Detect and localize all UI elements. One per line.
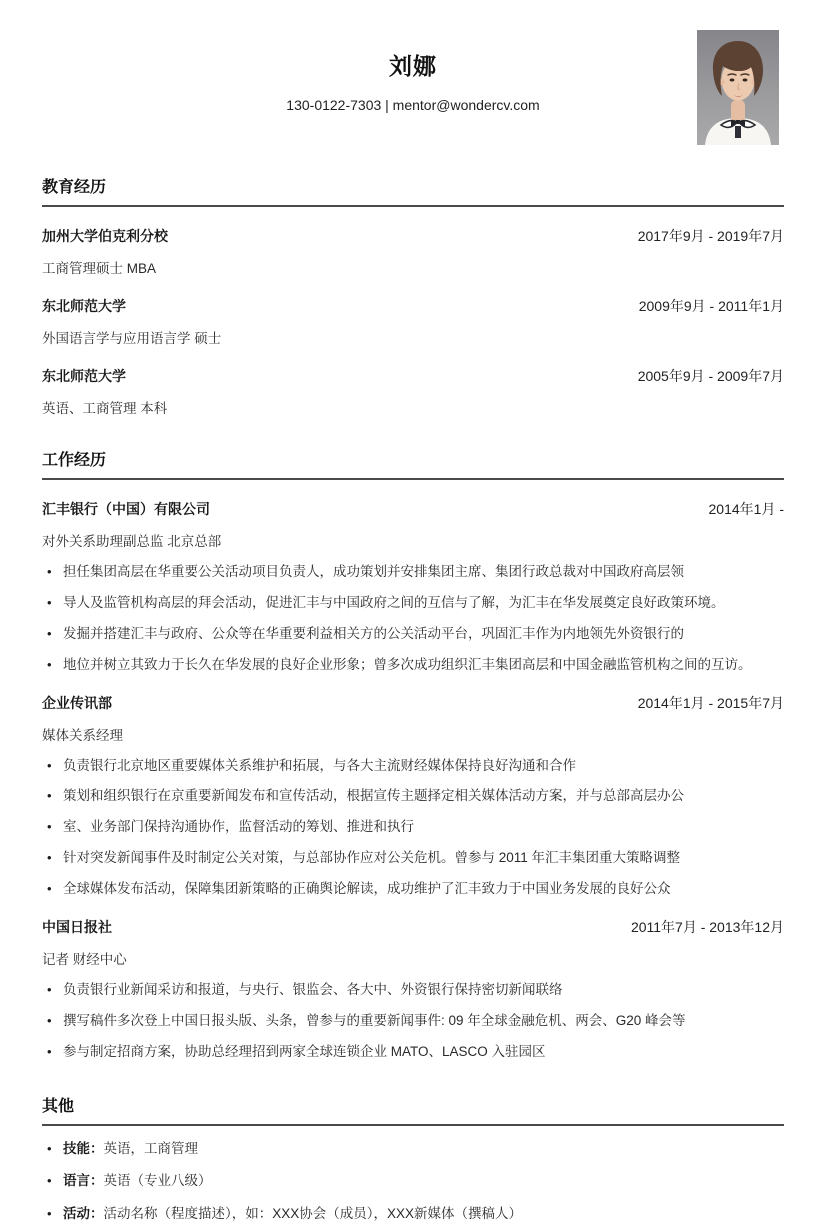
other-item-label: 技能： bbox=[63, 1141, 104, 1156]
company-name: 中国日报社 bbox=[42, 918, 112, 935]
section-education bbox=[42, 174, 784, 417]
work-bullet: • 地位并树立其致力于长久在华发展的良好企业形象；曾多次成功组织汇丰集团高层和中国金融监管机构之间的互访。 bbox=[42, 657, 784, 674]
education-date: 2009年9月 - 2011年1月 bbox=[638, 298, 784, 314]
company-name: 汇丰银行（中国）有限公司 bbox=[42, 501, 210, 517]
work-entry-row bbox=[42, 917, 784, 937]
job-title: 媒体关系经理 bbox=[42, 727, 123, 743]
work-entry bbox=[42, 917, 784, 1061]
work-bullets bbox=[42, 758, 784, 898]
education-entry bbox=[42, 226, 784, 277]
other-item-label: 语言： bbox=[63, 1173, 104, 1189]
other-item bbox=[42, 1141, 784, 1158]
department-name: 企业传讯部 bbox=[42, 694, 112, 711]
other-list bbox=[42, 1141, 784, 1223]
work-bullet: • 负责银行北京地区重要媒体关系维护和拓展，与各大主流财经媒体保持良好沟通和合作 bbox=[42, 758, 784, 775]
section-work bbox=[42, 447, 784, 1061]
contact-line: 130-0122-7303 | mentor@wondercv.com bbox=[286, 97, 540, 113]
resume-header bbox=[42, 30, 784, 150]
work-bullet: • 参与制定招商方案，协助总经理招到两家全球连锁企业 MATO、LASCO 入驻园区 bbox=[42, 1044, 784, 1061]
work-bullet: • 全球媒体发布活动，保障集团新策略的正确舆论解读，成功维护了汇丰致力于中国业务发展的良好公众 bbox=[42, 881, 784, 898]
work-bullet: • 针对突发新闻事件及时制定公关对策，与总部协作应对公关危机。曾参与 2011 年汇丰集团重大策略调整 bbox=[42, 850, 784, 867]
profile-photo bbox=[697, 30, 779, 145]
work-bullet: • 室、业务部门保持沟通协作，监督活动的筹划、推进和执行 bbox=[42, 819, 784, 836]
other-item bbox=[42, 1173, 784, 1190]
school-name: 加州大学伯克利分校 bbox=[42, 228, 168, 244]
section-title-education: 教育经历 bbox=[42, 174, 784, 207]
work-bullet: • 发掘并搭建汇丰与政府、公众等在华重要利益相关方的公关活动平台，巩固汇丰作为内地领先外资银行的 bbox=[42, 626, 784, 643]
job-title: 对外关系助理副总监 北京总部 bbox=[42, 534, 222, 549]
other-item bbox=[42, 1206, 784, 1223]
education-entry-row bbox=[42, 366, 784, 386]
school-name: 东北师范大学 bbox=[42, 368, 126, 384]
education-entry bbox=[42, 296, 784, 347]
education-entry-row bbox=[42, 296, 784, 316]
other-item-text: 英语（专业八级） bbox=[103, 1173, 212, 1189]
work-bullet: • 导人及监管机构高层的拜会活动，促进汇丰与中国政府之间的互信与了解，为汇丰在华发展奠定良好政策环境。 bbox=[42, 595, 784, 612]
work-entry bbox=[42, 499, 784, 674]
education-date: 2017年9月 - 2019年7月 bbox=[637, 228, 784, 244]
degree: 外国语言学与应用语言学 硕士 bbox=[42, 331, 222, 346]
work-bullet: • 担任集团高层在华重要公关活动项目负责人，成功策划并安排集团主席、集团行政总裁对中国政府高层领 bbox=[42, 564, 784, 581]
work-entry-row bbox=[42, 693, 784, 713]
work-date: 2011年7月 - 2013年12月 bbox=[630, 918, 784, 935]
education-date: 2005年9月 - 2009年7月 bbox=[637, 368, 784, 384]
job-title: 记者 财经中心 bbox=[42, 951, 127, 967]
work-entry-row bbox=[42, 499, 784, 519]
portrait-illustration bbox=[697, 30, 779, 145]
section-other bbox=[42, 1093, 784, 1223]
work-bullets bbox=[42, 982, 784, 1061]
section-title-work: 工作经历 bbox=[42, 447, 784, 480]
work-date: 2014年1月 - bbox=[708, 501, 784, 517]
work-bullet: • 撰写稿件多次登上中国日报头版、头条，曾参与的重要新闻事件: 09 年全球金融危机、两会、G20 峰会等 bbox=[42, 1013, 784, 1030]
work-bullet: • 负责银行业新闻采访和报道，与央行、银监会、各大中、外资银行保持密切新闻联络 bbox=[42, 982, 784, 999]
work-entry bbox=[42, 693, 784, 898]
degree: 英语、工商管理 本科 bbox=[42, 401, 168, 416]
work-date: 2014年1月 - 2015年7月 bbox=[637, 694, 784, 711]
other-item-text: 活动名称（程度描述），如：XXX协会（成员），XXX新媒体（撰稿人） bbox=[103, 1205, 523, 1221]
education-entry bbox=[42, 366, 784, 417]
other-item-label: 活动： bbox=[63, 1205, 104, 1221]
work-bullet: • 策划和组织银行在京重要新闻发布和宣传活动，根据宣传主题择定相关媒体活动方案，并与总部高层办公 bbox=[42, 788, 784, 805]
education-entry-row bbox=[42, 226, 784, 246]
candidate-name: 刘娜 bbox=[389, 53, 437, 79]
school-name: 东北师范大学 bbox=[42, 298, 126, 314]
other-item-text: 英语，工商管理 bbox=[103, 1141, 198, 1156]
work-bullets bbox=[42, 564, 784, 674]
degree: 工商管理硕士 MBA bbox=[42, 261, 157, 276]
section-title-other: 其他 bbox=[42, 1093, 784, 1126]
